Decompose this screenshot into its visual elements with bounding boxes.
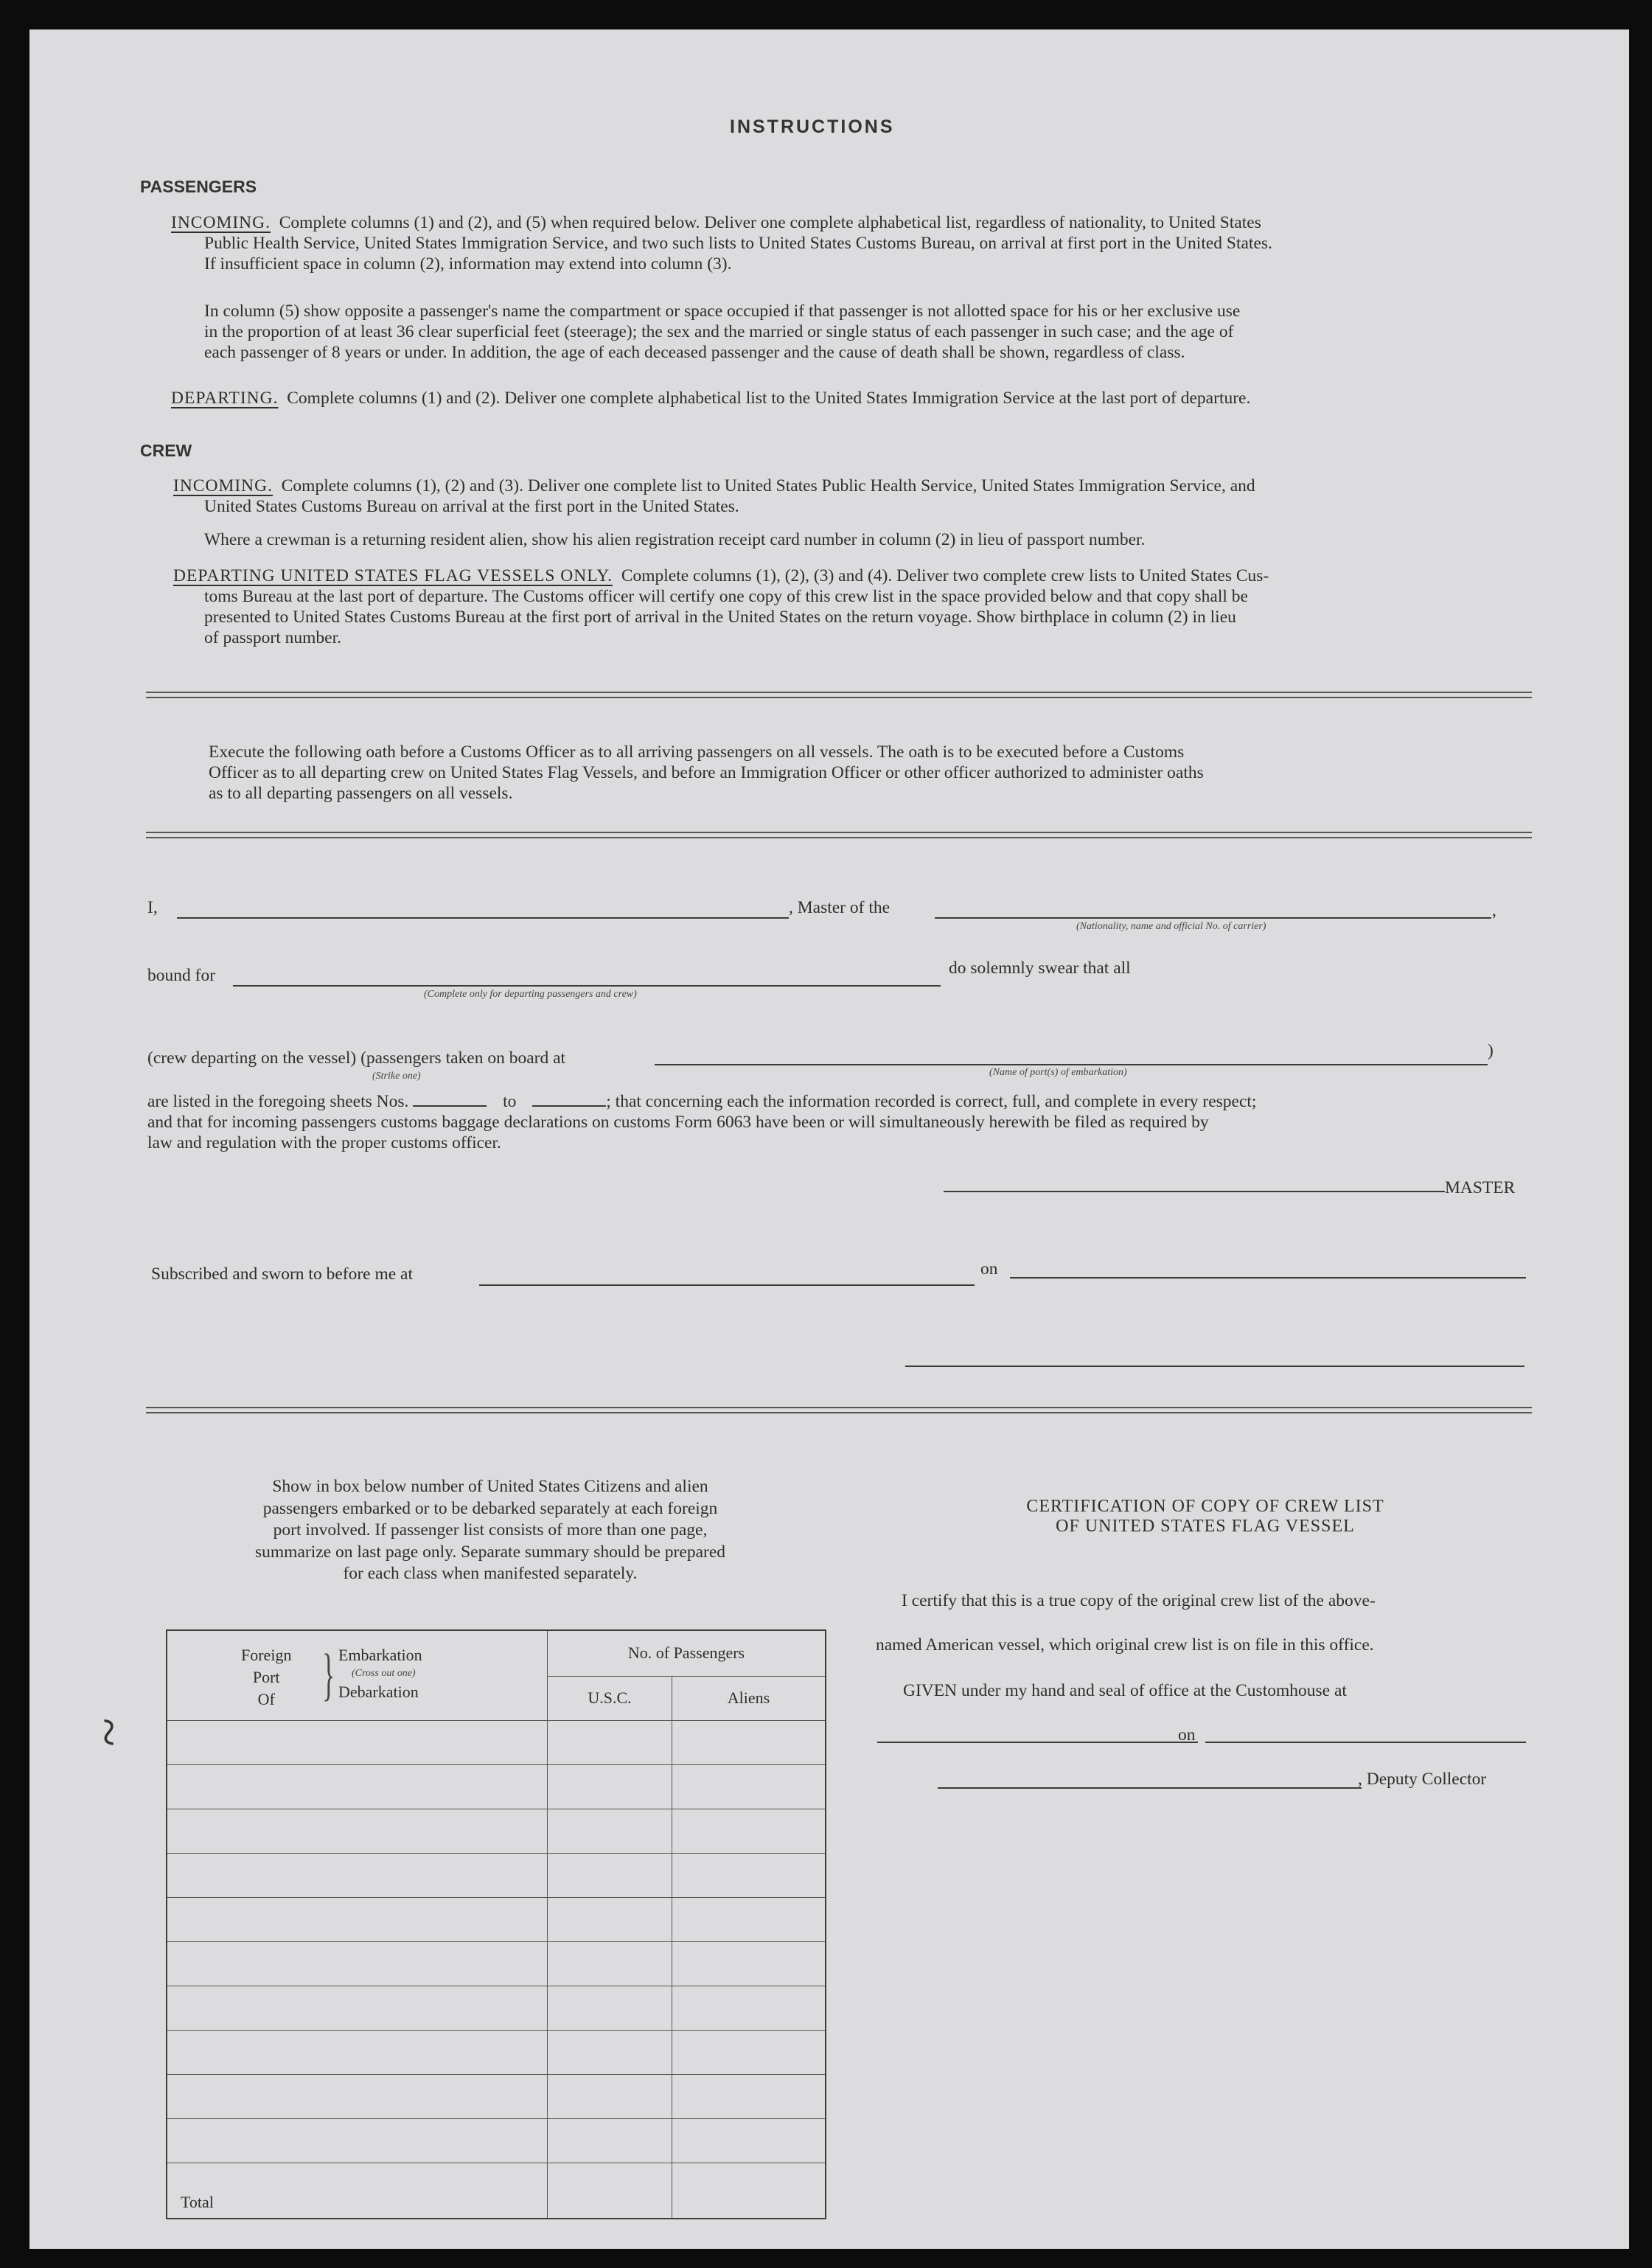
certification-title-1: CERTIFICATION OF COPY OF CREW LIST	[1026, 1497, 1384, 1516]
sworn-on-label: on	[980, 1259, 998, 1279]
total-usc-cell[interactable]	[548, 2163, 672, 2219]
table-row	[167, 1809, 826, 1853]
passengers-departing-lead: DEPARTING.	[171, 389, 279, 408]
crew-incoming	[173, 476, 1559, 517]
passengers-incoming-line-3: If insufficient space in column (2), information may extend into column (3).	[204, 254, 732, 274]
summary-line-1: Show in box below number of United States Citizens and alien	[272, 1477, 708, 1496]
usc-cell[interactable]	[548, 1897, 672, 1941]
aliens-cell[interactable]	[672, 1897, 826, 1941]
port-cell[interactable]	[167, 2030, 548, 2074]
foreign-label: Foreign	[241, 1646, 292, 1664]
instructions-heading: INSTRUCTIONS	[730, 116, 895, 137]
table-row	[167, 1720, 826, 1764]
certification-title	[899, 1497, 1511, 1537]
port-cell[interactable]	[167, 2074, 548, 2118]
table-row	[167, 2118, 826, 2163]
crew-departing-lead: DEPARTING UNITED STATES FLAG VESSELS ONLY.	[173, 566, 613, 585]
embarkation-label: Embarkation	[338, 1646, 422, 1664]
passengers-incoming	[171, 212, 1557, 274]
crew-heading: CREW	[140, 441, 192, 460]
certification-line-3: GIVEN under my hand and seal of office at the Customhouse at	[903, 1681, 1347, 1700]
passengers-incoming-lead: INCOMING.	[171, 213, 271, 232]
cross-out-caption: (Cross out one)	[352, 1668, 416, 1679]
aliens-cell[interactable]	[672, 1809, 826, 1853]
table-row	[167, 1764, 826, 1809]
passengers-departing	[171, 388, 1557, 408]
aliens-cell[interactable]	[672, 2030, 826, 2074]
form-page	[29, 29, 1629, 2249]
summary-line-2: passengers embarked or to be debarked separately at each foreign	[262, 1498, 718, 1518]
table-row	[167, 1853, 826, 1897]
total-label: Total	[167, 2163, 548, 2219]
bound-for-label: bound for	[147, 966, 216, 985]
oath-instructions-line-2: Officer as to all departing crew on United States Flag Vessels, and before an Immigration Officer or other officer authorized to administer oaths	[209, 763, 1204, 782]
certification-title-2: OF UNITED STATES FLAG VESSEL	[1056, 1517, 1355, 1536]
port-cell[interactable]	[167, 1764, 548, 1809]
aliens-cell[interactable]	[672, 2118, 826, 2163]
customhouse-field[interactable]	[877, 1742, 1198, 1743]
table-row	[167, 2030, 826, 2074]
summary-line-5: for each class when manifested separately.	[343, 1564, 638, 1583]
usc-cell[interactable]	[548, 1764, 672, 1809]
divider-1	[146, 692, 1532, 698]
usc-cell[interactable]	[548, 2074, 672, 2118]
usc-cell[interactable]	[548, 2118, 672, 2163]
sheet-to-field[interactable]	[532, 1092, 606, 1107]
port-cell[interactable]	[167, 1941, 548, 1986]
master-of-label: , Master of the	[789, 898, 891, 917]
master-signature-field[interactable]	[944, 1191, 1445, 1192]
oath-instructions	[209, 742, 1462, 804]
certification-date-field[interactable]	[1205, 1742, 1526, 1743]
port-header-cell	[167, 1630, 548, 1720]
bound-for-caption: (Complete only for departing passengers and crew)	[424, 989, 637, 1000]
sheet-from-field[interactable]	[413, 1092, 487, 1107]
passengers-heading: PASSENGERS	[140, 177, 257, 196]
port-cell[interactable]	[167, 1809, 548, 1853]
sheets-text-a: are listed in the foregoing sheets Nos.	[147, 1092, 409, 1111]
of-label: Of	[257, 1690, 275, 1708]
sworn-place-field[interactable]	[479, 1284, 975, 1286]
table-header-row	[167, 1630, 826, 1676]
no-passengers-header: No. of Passengers	[548, 1630, 826, 1676]
usc-cell[interactable]	[548, 2030, 672, 2074]
summary-line-3: port involved. If passenger list consists of more than one page,	[273, 1520, 708, 1540]
usc-cell[interactable]	[548, 1941, 672, 1986]
passengers-column5	[204, 301, 1557, 363]
carrier-field-comma: ,	[1492, 901, 1496, 920]
close-paren: )	[1488, 1041, 1494, 1060]
crew-departing-line-4: of passport number.	[204, 628, 342, 647]
passengers-incoming-line-1: Complete columns (1) and (2), and (5) when required below. Deliver one complete alphabetical list, regardless of nationality, to United States	[279, 213, 1261, 232]
sheets-to-label: to	[503, 1092, 517, 1111]
deputy-collector-label: , Deputy Collector	[1358, 1770, 1487, 1789]
embarkation-ports-field[interactable]	[655, 1064, 1488, 1065]
strike-caption: (Strike one)	[372, 1071, 421, 1082]
crew-resident-alien: Where a crewman is a returning resident alien, show his alien registration receipt card number in column (2) in lieu of passport number.	[204, 530, 1146, 549]
port-cell[interactable]	[167, 2118, 548, 2163]
oath-instructions-line-3: as to all departing passengers on all vessels.	[209, 784, 513, 803]
port-cell[interactable]	[167, 1720, 548, 1764]
usc-header: U.S.C.	[548, 1676, 672, 1720]
column5-line-3: each passenger of 8 years or under. In addition, the age of each deceased passenger and the cause of death shall be shown, regardless of class.	[204, 343, 1185, 362]
table-row	[167, 1897, 826, 1941]
crew-incoming-line-1: Complete columns (1), (2) and (3). Deliver one complete list to United States Public Health Service, United States Immigration Service, and	[281, 476, 1255, 495]
aliens-cell[interactable]	[672, 1986, 826, 2030]
solemnly-swear-text: do solemnly swear that all	[949, 959, 1131, 978]
aliens-cell[interactable]	[672, 2074, 826, 2118]
deputy-signature-field[interactable]	[938, 1787, 1362, 1789]
oath-instructions-line-1: Execute the following oath before a Customs Officer as to all arriving passengers on all vessels. The oath is to be executed before a Customs	[209, 742, 1185, 762]
usc-cell[interactable]	[548, 1720, 672, 1764]
certification-line-1: I certify that this is a true copy of the original crew list of the above-	[902, 1591, 1376, 1610]
port-cell[interactable]	[167, 1897, 548, 1941]
sheets-text-b: ; that concerning each the information recorded is correct, full, and complete in every respect;	[606, 1092, 1257, 1111]
certification-line-2: named American vessel, which original crew list is on file in this office.	[876, 1635, 1374, 1655]
total-aliens-cell[interactable]	[672, 2163, 826, 2219]
port-cell[interactable]	[167, 1853, 548, 1897]
oath-line-2: and that for incoming passengers customs baggage declarations on customs Form 6063 have been or will simultaneously herewith be filed as required by	[147, 1113, 1209, 1132]
master-label: MASTER	[1445, 1178, 1516, 1197]
crew-incoming-lead: INCOMING.	[173, 476, 273, 495]
margin-mark: ~	[79, 1718, 139, 1747]
crew-departing-line-1: Complete columns (1), (2), (3) and (4). Deliver two complete crew lists to United States Cus-	[621, 566, 1269, 585]
brace-icon: }	[322, 1642, 335, 1706]
master-name-field[interactable]	[177, 917, 789, 919]
aliens-cell[interactable]	[672, 1764, 826, 1809]
oath-statement	[147, 1091, 1533, 1153]
aliens-header: Aliens	[672, 1676, 826, 1720]
crew-departing-text: (crew departing on the vessel) (passengers taken on board at	[147, 1048, 566, 1068]
crew-departing-line-2: toms Bureau at the last port of departure. The Customs officer will certify one copy of this crew list in the space provided below and that copy shall be	[204, 587, 1248, 606]
crew-departing-line-3: presented to United States Customs Bureau at the first port of arrival in the United States on the return voyage. Show birthplace in column (2) in lieu	[204, 608, 1236, 627]
divider-3	[146, 1407, 1532, 1413]
ports-caption: (Name of port(s) of embarkation)	[989, 1067, 1127, 1078]
carrier-field[interactable]	[935, 917, 1491, 919]
divider-2	[146, 832, 1532, 838]
subscribed-label: Subscribed and sworn to before me at	[151, 1265, 414, 1284]
debarkation-label: Debarkation	[338, 1683, 419, 1701]
port-label: Port	[252, 1668, 280, 1686]
usc-cell[interactable]	[548, 1986, 672, 2030]
total-row	[167, 2163, 826, 2219]
passengers-departing-text: Complete columns (1) and (2). Deliver one complete alphabetical list to the United States Immigration Service at the last port of departure.	[287, 389, 1251, 408]
column5-line-2: in the proportion of at least 36 clear superficial feet (steerage); the sex and the married or single status of each passenger in such case; and the age of	[204, 322, 1234, 341]
oath-line-3: law and regulation with the proper customs officer.	[147, 1133, 501, 1152]
summary-line-4: summarize on last page only. Separate summary should be prepared	[255, 1542, 725, 1562]
passenger-summary-table	[166, 1629, 826, 2219]
sworn-date-field[interactable]	[1010, 1277, 1526, 1279]
usc-cell[interactable]	[548, 1809, 672, 1853]
table-row	[167, 1941, 826, 1986]
column5-line-1: In column (5) show opposite a passenger's name the compartment or space occupied if that passenger is not allotted space for his or her exclusive use	[204, 302, 1241, 321]
oath-i-label: I,	[147, 898, 158, 917]
nationality-caption: (Nationality, name and official No. of carrier)	[1076, 921, 1266, 932]
crew-incoming-line-2: United States Customs Bureau on arrival at the first port in the United States.	[204, 497, 739, 516]
crew-departing	[173, 566, 1559, 648]
passengers-incoming-line-2: Public Health Service, United States Immigration Service, and two such lists to United States Customs Bureau, on arrival at first port in the United States.	[204, 234, 1272, 253]
table-row	[167, 2074, 826, 2118]
aliens-cell[interactable]	[672, 1941, 826, 1986]
officer-signature-field[interactable]	[905, 1366, 1524, 1367]
table-row	[167, 1986, 826, 2030]
summary-instructions	[155, 1476, 826, 1585]
port-cell[interactable]	[167, 1986, 548, 2030]
certification-on-label: on	[1178, 1725, 1196, 1745]
bound-for-field[interactable]	[233, 985, 941, 987]
usc-cell[interactable]	[548, 1853, 672, 1897]
aliens-cell[interactable]	[672, 1853, 826, 1897]
aliens-cell[interactable]	[672, 1720, 826, 1764]
